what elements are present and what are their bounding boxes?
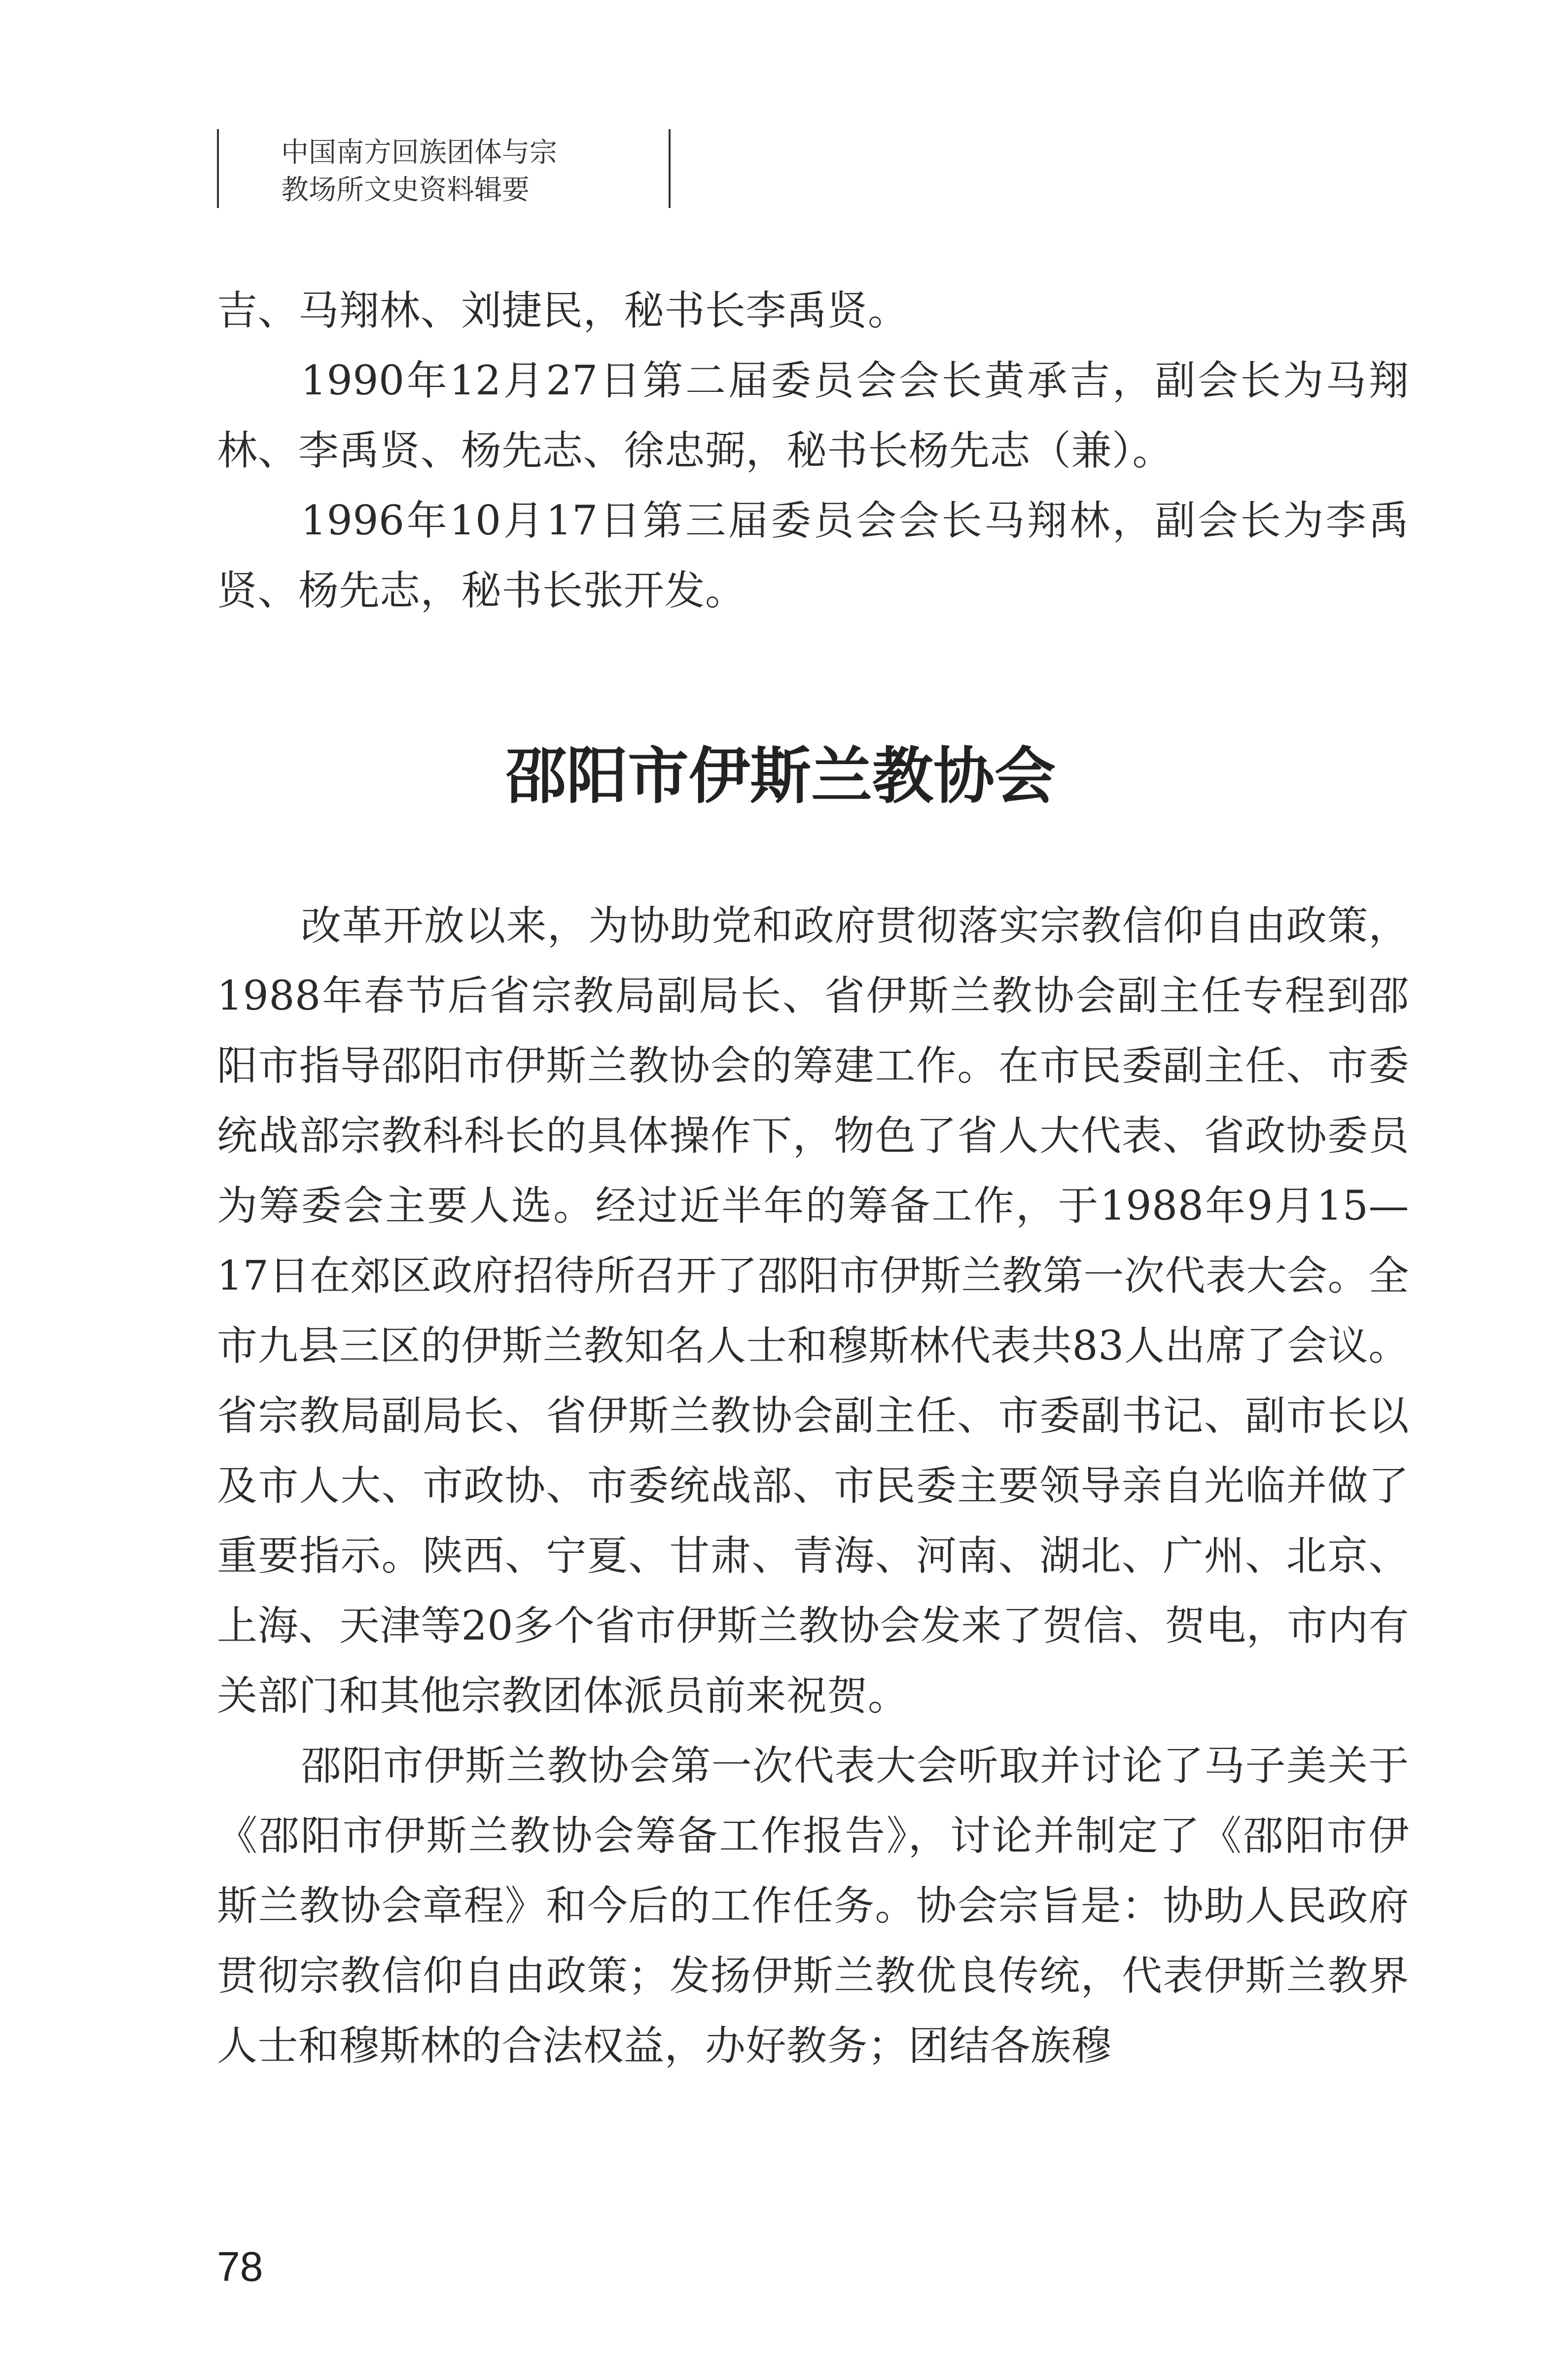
paragraph-first-congress: 邵阳市伊斯兰教协会第一次代表大会听取并讨论了马子美关于《邵阳市伊斯兰教协会筹备工作报告》，讨论并制定了《邵阳市伊斯兰教协会章程》和今后的工作任务。协会宗旨是：协助人民政府贯彻宗教信仰自由政策；发扬伊斯兰教优良传统，代表伊斯兰教界人士和穆斯林的合法权益，办好教务；团结各族穆 xyxy=(217,1743,1409,2069)
paragraph-founding: 改革开放以来，为协助党和政府贯彻落实宗教信仰自由政策，1988年春节后省宗教局副局长、省伊斯兰教协会副主任专程到邵阳市指导邵阳市伊斯兰教协会的筹建工作。在市民委副主任、市委统战部宗教科科长的具体操作下，物色了省人大代表、省政协委员为筹委会主要人选。经过近半年的筹备工作，于1988年9月15—17日在郊区政府招待所召开了邵阳市伊斯兰教第一次代表大会。全市九县三区的伊斯兰教知名人士和穆斯林代表共83人出席了会议。省宗教局副局长、省伊斯兰教协会副主任、市委副书记、副市长以及市人大、市政协、市委统战部、市民委主要领导亲自光临并做了重要指示。陕西、宁夏、甘肃、青海、河南、湖北、广州、北京、上海、天津等20多个省市伊斯兰教协会发来了贺信、贺电，市内有关部门和其他宗教团体派员前来祝贺。 xyxy=(217,903,1409,1719)
running-header xyxy=(217,129,671,208)
book-title-line-1: 中国南方回族团体与宗 xyxy=(281,137,557,169)
header-left-rule xyxy=(217,129,219,208)
section-text-block xyxy=(217,891,1409,2081)
paragraph-third-committee: 1996年10月17日第三届委员会会长马翔林，副会长为李禹贤、杨先志，秘书长张开发。 xyxy=(217,497,1409,614)
paragraph-second-committee: 1990年12月27日第二届委员会会长黄承吉，副会长为马翔林、李禹贤、杨先志、徐忠弼，秘书长杨先志（兼）。 xyxy=(217,357,1409,474)
book-title-line-2: 教场所文史资料辑要 xyxy=(281,174,530,206)
paragraph-continued: 吉、马翔林、刘捷民，秘书长李禹贤。 xyxy=(217,287,909,334)
section-heading: 邵阳市伊斯兰教协会 xyxy=(505,741,1056,812)
header-right-rule xyxy=(669,129,671,208)
book-title xyxy=(281,134,646,209)
page-number: 78 xyxy=(217,2243,263,2290)
top-text-block xyxy=(217,276,1409,626)
